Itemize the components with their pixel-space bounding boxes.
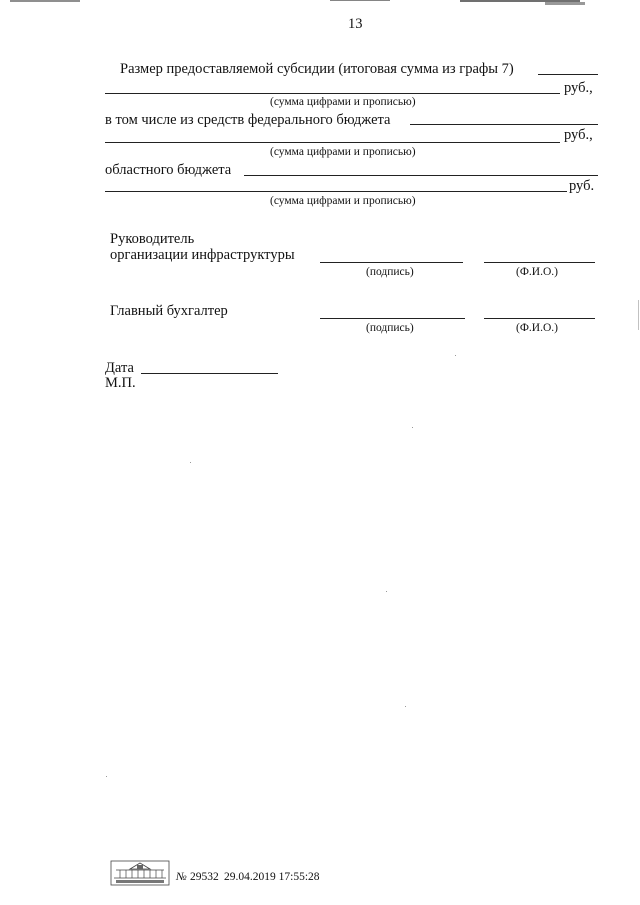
head-signature-caption: (подпись) bbox=[366, 266, 414, 278]
scan-speck bbox=[412, 427, 413, 428]
stamp-datetime: 29.04.2019 17:55:28 bbox=[224, 871, 320, 883]
regional-amount-line-2 bbox=[105, 191, 567, 192]
federal-amount-line bbox=[410, 124, 598, 125]
page-number: 13 bbox=[348, 16, 363, 32]
federal-budget-label: в том числе из средств федерального бюджета bbox=[105, 112, 391, 128]
currency-label: руб., bbox=[564, 80, 593, 96]
amount-caption: (сумма цифрами и прописью) bbox=[270, 195, 416, 207]
date-line bbox=[141, 373, 278, 374]
subsidy-amount-line bbox=[538, 74, 598, 75]
amount-caption: (сумма цифрами и прописью) bbox=[270, 146, 416, 158]
seal-label: М.П. bbox=[105, 375, 136, 391]
scan-artifact-top-right-smudge bbox=[545, 2, 585, 5]
scan-speck bbox=[638, 300, 639, 330]
regional-amount-line bbox=[244, 175, 598, 176]
federal-amount-line-2 bbox=[105, 142, 560, 143]
head-title-line-1: Руководитель bbox=[110, 231, 195, 247]
date-label: Дата bbox=[105, 360, 134, 376]
stamp-number-sign: № bbox=[176, 871, 187, 883]
scan-artifact-top-left bbox=[10, 0, 80, 2]
scan-artifact-top-middle bbox=[330, 0, 390, 1]
currency-label: руб. bbox=[569, 178, 595, 194]
regional-budget-label: областного бюджета bbox=[105, 162, 232, 178]
scan-speck bbox=[190, 462, 191, 463]
scan-speck bbox=[386, 591, 387, 592]
accountant-name-caption: (Ф.И.О.) bbox=[516, 322, 558, 334]
accountant-signature-caption: (подпись) bbox=[366, 322, 414, 334]
scan-speck bbox=[455, 355, 456, 356]
head-name-line bbox=[484, 262, 595, 263]
scan-speck bbox=[106, 776, 107, 777]
stamp-number: 29532 bbox=[190, 871, 219, 883]
head-name-caption: (Ф.И.О.) bbox=[516, 266, 558, 278]
subsidy-amount-line-2 bbox=[105, 93, 560, 94]
accountant-signature-line bbox=[320, 318, 465, 319]
head-signature-line bbox=[320, 262, 463, 263]
accountant-title: Главный бухгалтер bbox=[110, 303, 228, 319]
accountant-name-line bbox=[484, 318, 595, 319]
currency-label: руб., bbox=[564, 127, 593, 143]
scan-speck bbox=[405, 706, 406, 707]
building-emblem-icon bbox=[110, 860, 170, 886]
head-title-line-2: организации инфраструктуры bbox=[110, 247, 295, 263]
subsidy-label: Размер предоставляемой субсидии (итоговая сумма из графы 7) bbox=[120, 61, 514, 77]
amount-caption: (сумма цифрами и прописью) bbox=[270, 96, 416, 108]
